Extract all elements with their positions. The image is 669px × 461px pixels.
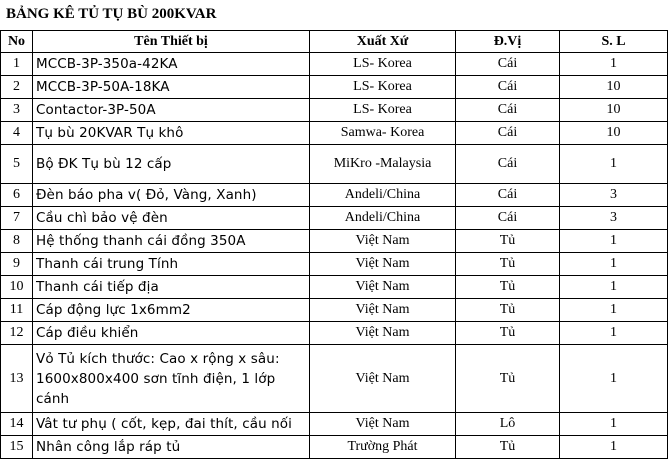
- cell-no: 6: [1, 184, 33, 207]
- cell-unit: Tủ: [456, 276, 560, 299]
- cell-unit: Cái: [456, 145, 560, 184]
- cell-qty: 1: [560, 413, 668, 436]
- cell-name: MCCB-3P-350a-42KA: [33, 53, 310, 76]
- cell-unit: Cái: [456, 76, 560, 99]
- cell-unit: Cái: [456, 99, 560, 122]
- cell-no: 8: [1, 230, 33, 253]
- cell-name: Cầu chì bảo vệ đèn: [33, 207, 310, 230]
- cell-qty: 10: [560, 122, 668, 145]
- cell-origin: Việt Nam: [310, 322, 456, 345]
- cell-no: 4: [1, 122, 33, 145]
- cell-no: 12: [1, 322, 33, 345]
- cell-unit: Tủ: [456, 230, 560, 253]
- table-row: [1, 99, 668, 122]
- cell-name: Cáp động lực 1x6mm2: [33, 299, 310, 322]
- cell-origin: Việt Nam: [310, 299, 456, 322]
- cell-name: Contactor-3P-50A: [33, 99, 310, 122]
- header-qty: S. L: [560, 31, 668, 53]
- cell-origin: Andeli/China: [310, 184, 456, 207]
- table-row: [1, 184, 668, 207]
- cell-no: 2: [1, 76, 33, 99]
- cell-qty: 1: [560, 322, 668, 345]
- cell-name: Đèn báo pha v( Đỏ, Vàng, Xanh): [33, 184, 310, 207]
- cell-qty: 10: [560, 76, 668, 99]
- cell-unit: Tủ: [456, 436, 560, 459]
- table-row: [1, 276, 668, 299]
- cell-name: Cáp điều khiển: [33, 322, 310, 345]
- cell-name: MCCB-3P-50A-18KA: [33, 76, 310, 99]
- cell-no: 15: [1, 436, 33, 459]
- cell-qty: 10: [560, 99, 668, 122]
- cell-no: 9: [1, 253, 33, 276]
- table-row: [1, 122, 668, 145]
- cell-name: Thanh cái tiếp địa: [33, 276, 310, 299]
- cell-unit: Tủ: [456, 322, 560, 345]
- cell-unit: Cái: [456, 184, 560, 207]
- cell-origin: Andeli/China: [310, 207, 456, 230]
- table-row: [1, 413, 668, 436]
- cell-origin: LS- Korea: [310, 99, 456, 122]
- cell-qty: 1: [560, 253, 668, 276]
- cell-qty: 1: [560, 276, 668, 299]
- cell-unit: Cái: [456, 122, 560, 145]
- table-row: [1, 207, 668, 230]
- cell-no: 10: [1, 276, 33, 299]
- cell-no: 3: [1, 99, 33, 122]
- cell-no: 5: [1, 145, 33, 184]
- cell-qty: 3: [560, 207, 668, 230]
- header-name: Tên Thiết bị: [33, 31, 310, 53]
- table-row: [1, 436, 668, 459]
- table-row: [1, 299, 668, 322]
- header-row: [1, 31, 668, 53]
- table-row: [1, 230, 668, 253]
- cell-unit: Tủ: [456, 299, 560, 322]
- cell-origin: Việt Nam: [310, 345, 456, 413]
- header-no: No: [1, 31, 33, 53]
- cell-unit: Cái: [456, 207, 560, 230]
- cell-name: Vât tư phụ ( cốt, kẹp, đai thít, cầu nối: [33, 413, 310, 436]
- cell-qty: 1: [560, 230, 668, 253]
- header-origin: Xuất Xứ: [310, 31, 456, 53]
- cell-origin: MiKro -Malaysia: [310, 145, 456, 184]
- cell-qty: 1: [560, 436, 668, 459]
- cell-no: 13: [1, 345, 33, 413]
- cell-unit: Cái: [456, 53, 560, 76]
- table-row: [1, 322, 668, 345]
- cell-qty: 3: [560, 184, 668, 207]
- cell-name: Hệ thống thanh cái đồng 350A: [33, 230, 310, 253]
- cell-origin: Việt Nam: [310, 276, 456, 299]
- table-row: [1, 76, 668, 99]
- cell-qty: 1: [560, 345, 668, 413]
- cell-unit: Tủ: [456, 345, 560, 413]
- cell-origin: Việt Nam: [310, 253, 456, 276]
- table-row: [1, 253, 668, 276]
- cell-unit: Tủ: [456, 253, 560, 276]
- sheet-title: BẢNG KÊ TỦ TỤ BÙ 200KVAR: [6, 6, 217, 22]
- cell-name: Vỏ Tủ kích thước: Cao x rộng x sâu: 1600x800x400 sơn tĩnh điện, 1 lớp cánh: [33, 345, 310, 413]
- equipment-table: [0, 30, 668, 459]
- cell-no: 7: [1, 207, 33, 230]
- cell-name: Bộ ĐK Tụ bù 12 cấp: [33, 145, 310, 184]
- header-unit: Đ.Vị: [456, 31, 560, 53]
- cell-unit: Lô: [456, 413, 560, 436]
- cell-qty: 1: [560, 53, 668, 76]
- table-row: [1, 145, 668, 184]
- cell-name: Tụ bù 20KVAR Tụ khô: [33, 122, 310, 145]
- cell-origin: Trường Phát: [310, 436, 456, 459]
- cell-name: Nhân công lắp ráp tủ: [33, 436, 310, 459]
- cell-no: 11: [1, 299, 33, 322]
- cell-origin: Samwa- Korea: [310, 122, 456, 145]
- cell-no: 14: [1, 413, 33, 436]
- cell-origin: LS- Korea: [310, 76, 456, 99]
- cell-origin: Việt Nam: [310, 230, 456, 253]
- cell-qty: 1: [560, 145, 668, 184]
- cell-origin: LS- Korea: [310, 53, 456, 76]
- cell-qty: 1: [560, 299, 668, 322]
- cell-origin: Việt Nam: [310, 413, 456, 436]
- cell-no: 1: [1, 53, 33, 76]
- cell-name: Thanh cái trung Tính: [33, 253, 310, 276]
- table-row: [1, 345, 668, 413]
- table-row: [1, 53, 668, 76]
